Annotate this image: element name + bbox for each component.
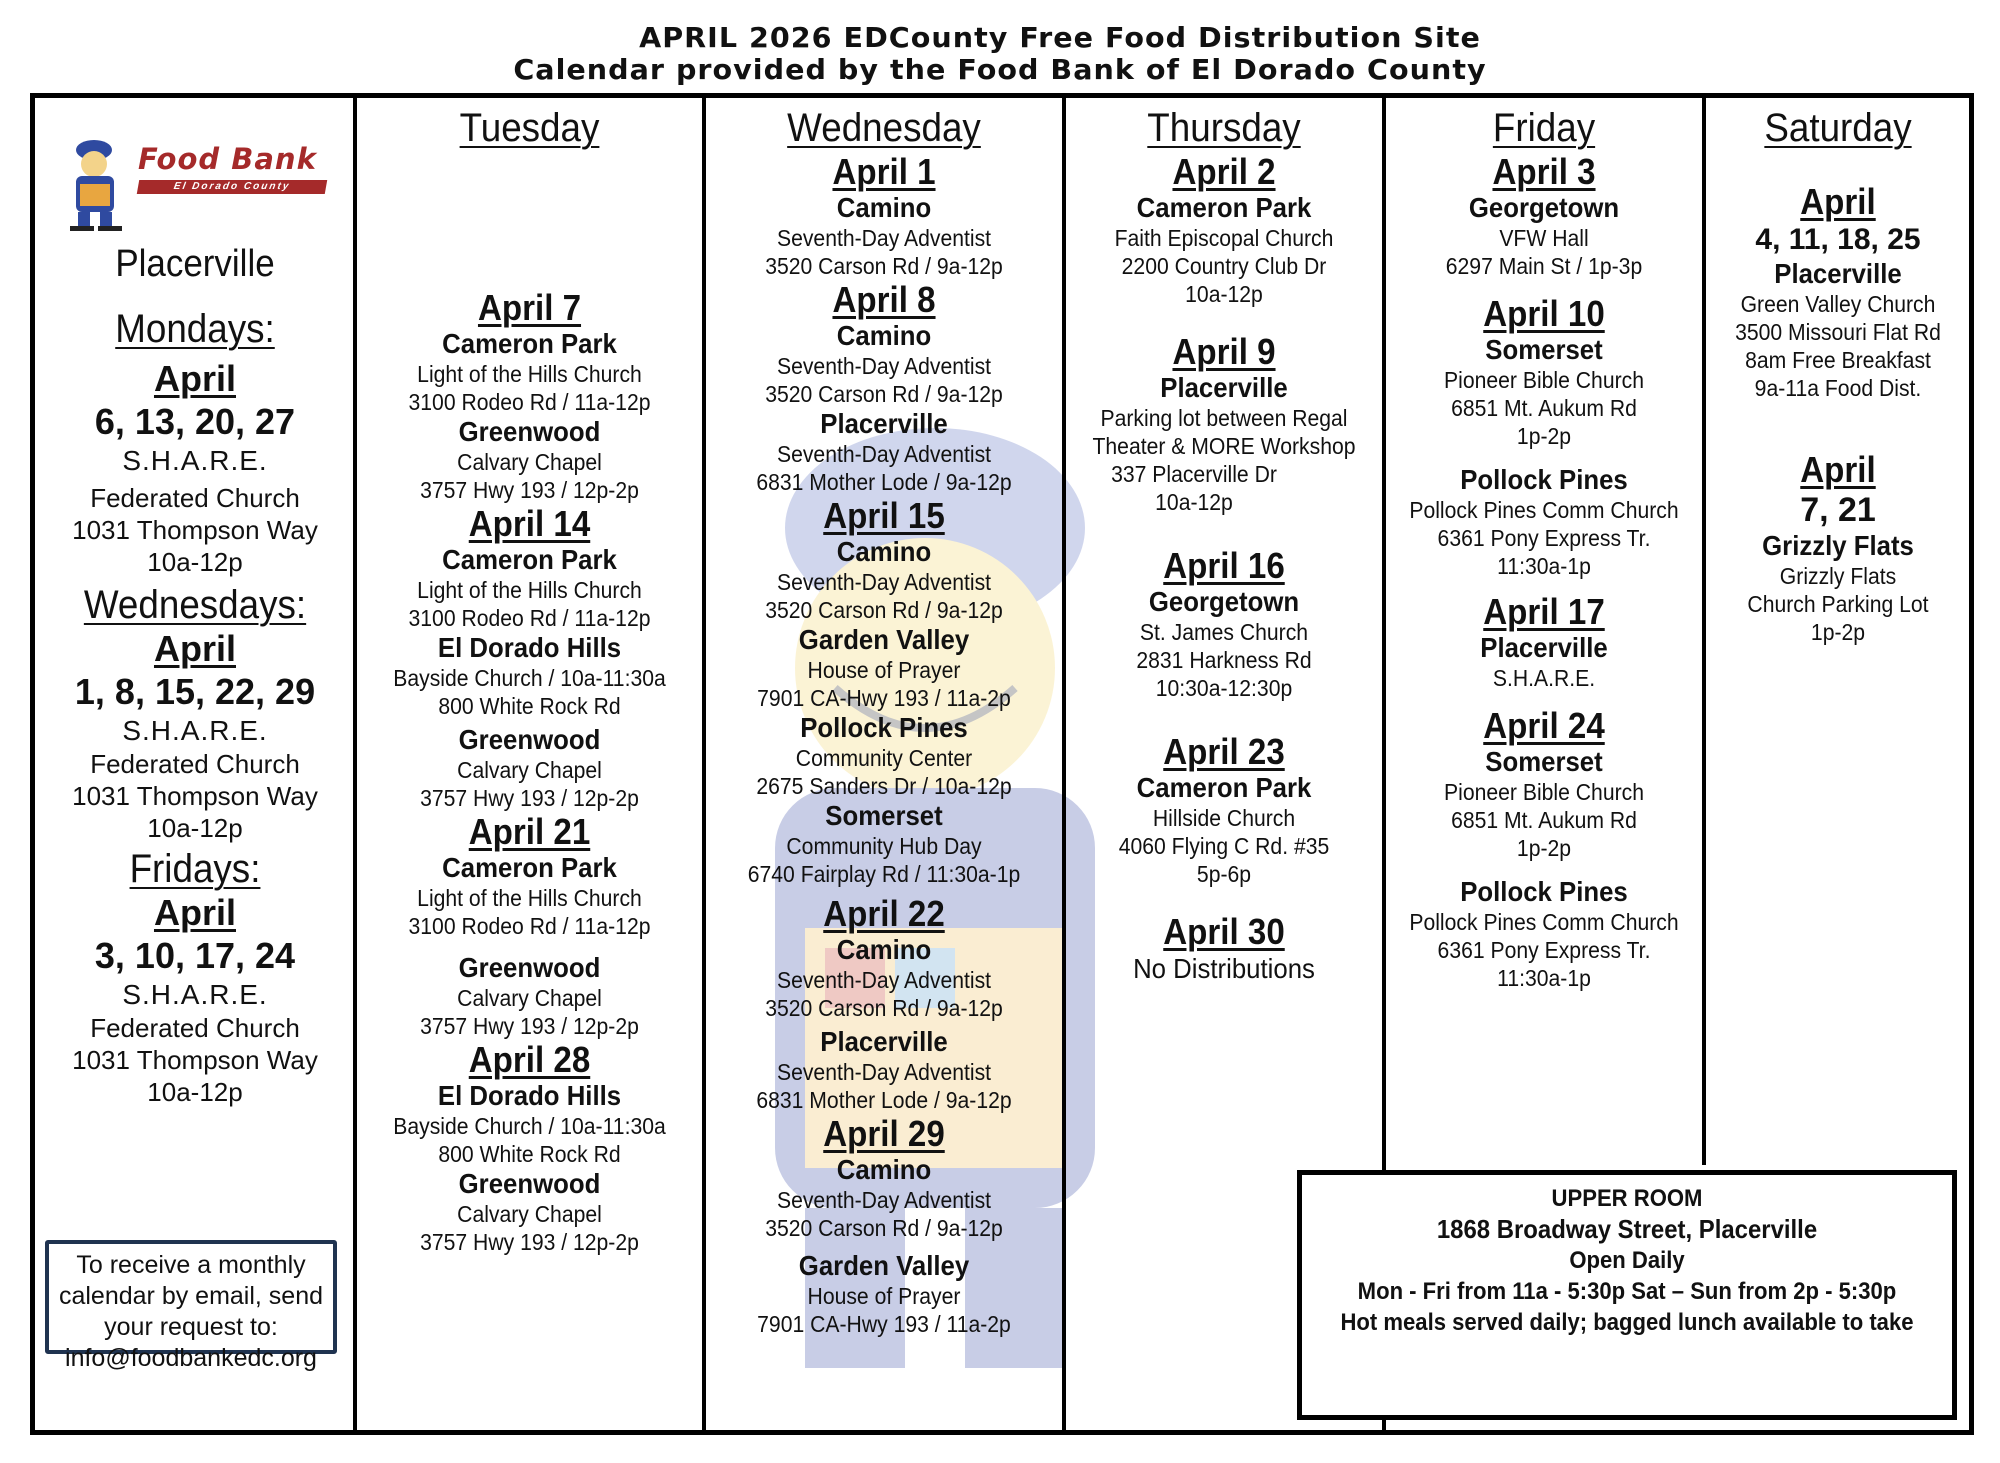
- site-line: 3520 Carson Rd / 9a-12p: [765, 381, 1003, 407]
- town-name: Somerset: [825, 800, 943, 831]
- site-line: 3100 Rodeo Rd / 11a-12p: [408, 605, 651, 631]
- site-line: 3520 Carson Rd / 9a-12p: [765, 1215, 1003, 1241]
- site-line: Grizzly Flats: [1779, 563, 1897, 589]
- month-label: April: [153, 628, 236, 669]
- date-heading: April 17: [1483, 591, 1605, 632]
- day-header-friday: Friday: [1492, 106, 1596, 150]
- date-heading: April 14: [468, 503, 591, 544]
- town-name: Placerville: [1480, 632, 1608, 663]
- page-header: [0, 22, 2000, 86]
- address: 1031 Thompson Way: [72, 781, 318, 811]
- date-heading: April 9: [1172, 331, 1276, 372]
- site-line: 2675 Sanders Dr / 10a-12p: [756, 773, 1012, 799]
- town-name: Camino: [836, 320, 932, 351]
- date-heading: April 30: [1163, 911, 1285, 952]
- site-line: Seventh-Day Adventist: [776, 353, 992, 379]
- town-name: Georgetown: [1468, 192, 1620, 223]
- site-line: 10:30a-12:30p: [1155, 675, 1293, 701]
- town-name: Camino: [836, 934, 932, 965]
- town-name: Cameron Park: [442, 544, 617, 575]
- month-label: April: [153, 892, 236, 933]
- site-line: 3757 Hwy 193 / 12p-2p: [420, 785, 639, 811]
- site-line: Community Hub Day: [786, 833, 982, 859]
- no-distributions-note: No Distributions: [1133, 953, 1315, 984]
- site-line: Bayside Church / 10a-11:30a: [393, 665, 666, 691]
- day-header-wednesday: Wednesday: [787, 106, 981, 150]
- place-name: Federated Church: [90, 1013, 300, 1043]
- site-line: Seventh-Day Adventist: [776, 1187, 992, 1213]
- email-box-line: calendar by email, send: [58, 1282, 324, 1310]
- site-line: 7901 CA-Hwy 193 / 11a-2p: [757, 685, 1011, 711]
- site-line: 3520 Carson Rd / 9a-12p: [765, 253, 1003, 279]
- town-name: Camino: [836, 1154, 932, 1185]
- site-line: Pollock Pines Comm Church: [1409, 497, 1679, 523]
- org-name: S.H.A.R.E.: [122, 979, 268, 1010]
- tuesday-column: [357, 98, 702, 1430]
- upper-room-note: Hot meals served daily; bagged lunch available to take: [1340, 1309, 1914, 1336]
- logo-title: Food Bank: [138, 142, 317, 176]
- date-heading: April 8: [832, 279, 936, 320]
- site-line: 3757 Hwy 193 / 12p-2p: [420, 1013, 639, 1039]
- month-label: April: [1800, 181, 1876, 222]
- site-line: 6361 Pony Express Tr.: [1437, 525, 1651, 551]
- email-box-line: To receive a monthly: [76, 1251, 306, 1279]
- town-name: Greenwood: [458, 952, 601, 983]
- site-line: St. James Church: [1139, 619, 1309, 645]
- date-heading: April 10: [1483, 293, 1605, 334]
- date-heading: April 24: [1483, 705, 1605, 746]
- month-label: April: [153, 358, 236, 399]
- town-name: El Dorado Hills: [437, 1080, 622, 1111]
- site-line: Seventh-Day Adventist: [776, 569, 992, 595]
- date-list: 4, 11, 18, 25: [1755, 223, 1921, 256]
- site-line: 6831 Mother Lode / 9a-12p: [756, 1087, 1012, 1113]
- site-line: Faith Episcopal Church: [1114, 225, 1334, 251]
- time: 10a-12p: [147, 547, 243, 577]
- upper-room-title: UPPER ROOM: [1551, 1185, 1703, 1212]
- time: 10a-12p: [147, 813, 243, 843]
- wednesdays-label: Wednesdays:: [83, 583, 307, 627]
- site-line: 2200 Country Club Dr: [1121, 253, 1327, 279]
- date-heading: April 23: [1163, 731, 1285, 772]
- date-heading: April 28: [468, 1039, 591, 1080]
- town-name: Greenwood: [458, 416, 601, 447]
- town-name: Placerville: [1774, 258, 1902, 289]
- town-name: Garden Valley: [798, 624, 970, 655]
- site-line: Seventh-Day Adventist: [776, 441, 992, 467]
- site-line: Pollock Pines Comm Church: [1409, 909, 1679, 935]
- site-line: 6740 Fairplay Rd / 11:30a-1p: [747, 861, 1021, 887]
- month-label: April: [1800, 449, 1876, 490]
- site-line: 6851 Mt. Aukum Rd: [1451, 807, 1637, 833]
- town-name: Cameron Park: [1136, 772, 1312, 803]
- site-line: Light of the Hills Church: [417, 361, 642, 387]
- site-line: 3100 Rodeo Rd / 11a-12p: [408, 389, 651, 415]
- town-name: Georgetown: [1148, 586, 1300, 617]
- wednesdays-block: [35, 582, 355, 844]
- day-header-tuesday: Tuesday: [459, 106, 600, 150]
- email-subscribe-box: [45, 1240, 337, 1372]
- site-line: 5p-6p: [1196, 861, 1252, 887]
- time: 10a-12p: [147, 1077, 243, 1107]
- upper-room-open: Open Daily: [1569, 1247, 1685, 1274]
- date-heading: April 29: [823, 1113, 945, 1154]
- site-line: Seventh-Day Adventist: [776, 1059, 992, 1085]
- site-line: Hillside Church: [1152, 805, 1296, 831]
- town-name: Pollock Pines: [800, 712, 968, 743]
- town-name: Cameron Park: [1136, 192, 1312, 223]
- site-line: House of Prayer: [807, 657, 961, 683]
- site-line: 3100 Rodeo Rd / 11a-12p: [408, 913, 651, 939]
- date-heading: April 7: [477, 287, 582, 328]
- site-line: 10a-12p: [1185, 281, 1263, 307]
- town-label: Placerville: [115, 243, 275, 285]
- site-line: Pioneer Bible Church: [1444, 367, 1644, 393]
- address: 1031 Thompson Way: [72, 1045, 318, 1075]
- site-line: 6361 Pony Express Tr.: [1437, 937, 1651, 963]
- email-link[interactable]: info@foodbankedc.org: [65, 1344, 317, 1372]
- site-line: Light of the Hills Church: [417, 577, 642, 603]
- date-list: 7, 21: [1800, 491, 1876, 529]
- email-box-line: your request to:: [104, 1313, 278, 1341]
- town-name: Pollock Pines: [1460, 876, 1628, 907]
- site-line: S.H.A.R.E.: [1492, 665, 1596, 691]
- site-line: 1p-2p: [1810, 619, 1866, 645]
- place-name: Federated Church: [90, 749, 300, 779]
- town-name: Garden Valley: [798, 1250, 970, 1281]
- site-line: 6831 Mother Lode / 9a-12p: [756, 469, 1012, 495]
- mondays-label: Mondays:: [115, 307, 275, 351]
- town-name: Placerville: [820, 1026, 948, 1057]
- site-line: House of Prayer: [807, 1283, 961, 1309]
- date-heading: April 1: [832, 151, 936, 192]
- site-line: 8am Free Breakfast: [1745, 347, 1931, 373]
- site-line: Community Center: [795, 745, 973, 771]
- date-list: 1, 8, 15, 22, 29: [74, 671, 316, 712]
- town-name: Camino: [836, 536, 932, 567]
- org-name: S.H.A.R.E.: [122, 445, 268, 476]
- site-line: 1p-2p: [1516, 835, 1572, 861]
- upper-room-box: [1297, 1170, 1957, 1420]
- town-name: Camino: [836, 192, 932, 223]
- site-line: 11:30a-1p: [1497, 553, 1591, 579]
- date-heading: April 2: [1172, 151, 1276, 192]
- date-list: 6, 13, 20, 27: [94, 401, 296, 442]
- site-line: 10a-12p: [1155, 489, 1233, 515]
- food-dude-mascot-icon: [60, 136, 130, 232]
- site-line: 337 Placerville Dr: [1111, 461, 1277, 487]
- title-line-2: Calendar provided by the Food Bank of El Dorado County: [513, 53, 1487, 86]
- site-line: 11:30a-1p: [1497, 965, 1591, 991]
- site-line: 7901 CA-Hwy 193 / 11a-2p: [757, 1311, 1011, 1337]
- calendar-frame: [30, 93, 1974, 1435]
- site-line: 6297 Main St / 1p-3p: [1445, 253, 1643, 279]
- day-header-thursday: Thursday: [1147, 106, 1301, 150]
- upper-room-address: 1868 Broadway Street, Placerville: [1436, 1214, 1818, 1244]
- site-line: Seventh-Day Adventist: [776, 225, 992, 251]
- logo-subtitle: El Dorado County: [137, 180, 327, 194]
- date-heading: April 22: [823, 893, 945, 934]
- town-name: Placerville: [1160, 372, 1288, 403]
- date-heading: April 3: [1492, 151, 1596, 192]
- town-name: Greenwood: [458, 724, 601, 755]
- date-heading: April 21: [468, 811, 591, 852]
- org-name: S.H.A.R.E.: [122, 715, 268, 746]
- food-bank-logo: [60, 136, 330, 232]
- upper-room-hours: Mon - Fri from 11a - 5:30p Sat – Sun from 2p - 5:30p: [1357, 1278, 1897, 1305]
- town-name: Grizzly Flats: [1762, 530, 1914, 561]
- site-line: Calvary Chapel: [457, 1201, 602, 1227]
- site-line: 3757 Hwy 193 / 12p-2p: [420, 1229, 639, 1255]
- site-line: 1p-2p: [1516, 423, 1572, 449]
- site-line: Church Parking Lot: [1747, 591, 1929, 617]
- site-line: 2831 Harkness Rd: [1136, 647, 1312, 673]
- site-line: Calvary Chapel: [457, 985, 602, 1011]
- wednesday-column: [706, 98, 1062, 1430]
- place-name: Federated Church: [90, 483, 300, 513]
- date-heading: April 15: [823, 495, 945, 536]
- placerville-weekly-column: [35, 98, 355, 1430]
- town-name: Greenwood: [458, 1168, 601, 1199]
- site-line: VFW Hall: [1499, 225, 1589, 251]
- site-line: Calvary Chapel: [457, 449, 602, 475]
- site-line: Theater & MORE Workshop: [1092, 433, 1356, 459]
- date-list: 3, 10, 17, 24: [94, 935, 296, 976]
- site-line: 3520 Carson Rd / 9a-12p: [765, 597, 1003, 623]
- town-name: Cameron Park: [442, 852, 617, 883]
- site-line: 800 White Rock Rd: [438, 1141, 621, 1167]
- site-line: 800 White Rock Rd: [438, 693, 621, 719]
- site-line: 4060 Flying C Rd. #35: [1118, 833, 1330, 859]
- town-name: El Dorado Hills: [437, 632, 622, 663]
- site-line: 3757 Hwy 193 / 12p-2p: [420, 477, 639, 503]
- town-name: Cameron Park: [442, 328, 617, 359]
- site-line: Calvary Chapel: [457, 757, 602, 783]
- site-line: 6851 Mt. Aukum Rd: [1451, 395, 1637, 421]
- site-line: Bayside Church / 10a-11:30a: [393, 1113, 666, 1139]
- mondays-block: [35, 306, 355, 578]
- town-name: Somerset: [1485, 334, 1603, 365]
- site-line: Green Valley Church: [1740, 291, 1936, 317]
- town-name: Pollock Pines: [1460, 464, 1628, 495]
- date-heading: April 16: [1163, 545, 1285, 586]
- site-line: Parking lot between Regal: [1100, 405, 1348, 431]
- title-line-1: APRIL 2026 EDCounty Free Food Distribution Site: [639, 21, 1481, 54]
- fridays-label: Fridays:: [129, 847, 261, 891]
- site-line: Seventh-Day Adventist: [776, 967, 992, 993]
- site-line: Pioneer Bible Church: [1444, 779, 1644, 805]
- fridays-block: [35, 846, 355, 1108]
- day-header-saturday: Saturday: [1764, 106, 1912, 150]
- town-name: Somerset: [1485, 746, 1603, 777]
- site-line: 9a-11a Food Dist.: [1754, 375, 1922, 401]
- town-name: Placerville: [820, 408, 948, 439]
- site-line: 3500 Missouri Flat Rd: [1735, 319, 1941, 345]
- address: 1031 Thompson Way: [72, 515, 318, 545]
- site-line: 3520 Carson Rd / 9a-12p: [765, 995, 1003, 1021]
- site-line: Light of the Hills Church: [417, 885, 642, 911]
